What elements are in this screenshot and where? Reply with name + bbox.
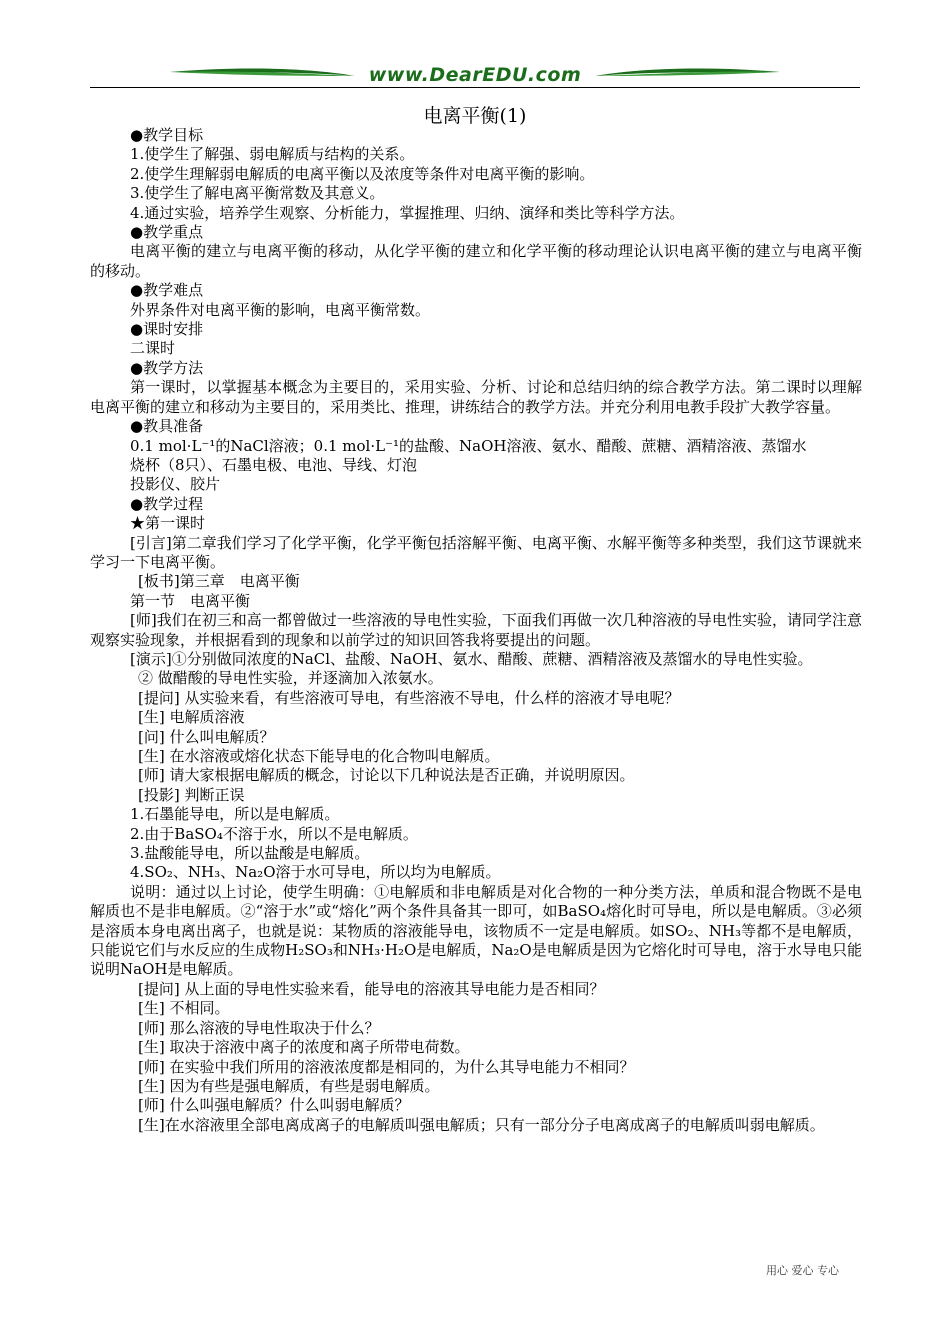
section-heading: ●教学方法: [130, 358, 204, 377]
paragraph: [生] 在水溶液或熔化状态下能导电的化合物叫电解质。: [138, 747, 500, 765]
section-heading: ●教具准备: [130, 417, 204, 436]
paragraph: [提问] 从上面的导电性实验来看，能导电的溶液其导电能力是否相同？: [138, 979, 605, 998]
section-heading: ●教学过程: [130, 494, 204, 513]
paragraph: ② 做醋酸的导电性实验，并逐滴加入浓氨水。: [138, 669, 443, 688]
site-logo-text[interactable]: www.DearEDU.com: [368, 64, 582, 86]
list-item: 3.使学生了解电离平衡常数及其意义。: [130, 184, 385, 203]
paragraph: 外界条件对电离平衡的影响，电离平衡常数。: [130, 300, 431, 319]
paragraph: [生] 取决于溶液中离子的浓度和离子所带电荷数。: [138, 1038, 470, 1057]
page-footer: 用心 爱心 专心: [766, 1264, 839, 1277]
paragraph: 烧杯（8只）、石墨电极、电池、导线、灯泡: [130, 455, 418, 474]
section-heading: ●教学目标: [130, 126, 204, 144]
paragraph: 第一节 电离平衡: [130, 591, 251, 610]
paragraph: 说明：通过以上讨论，使学生明确：①电解质和非电解质是对化合物的一种分类方法，单质和混合物既不是电解质也不是非电解质。②“溶于水”或“熔化”两个条件具备其一即可，如BaSO₄熔化时可导电，所以是电解质。③必须是溶质本身电离出离子，也就是说：某物质的溶液能导电，该物质不一定是电解质。如SO₂、NH₃等都不是电解质，只能说它们与水反应的生成物H₂SO₃和NH₃·H₂O是电解质，Na₂O是电解质是因为它熔化时可导电，溶于水导电只能说明NaOH是电解质。: [90, 882, 862, 979]
list-item: 2.由于BaSO₄不溶于水，所以不是电解质。: [130, 824, 418, 843]
paragraph: [师]我们在初三和高一都曾做过一些溶液的导电性实验，下面我们再做一次几种溶液的导电性实验，请同学注意观察实验现象，并根据看到的现象和以前学过的知识回答我将要提出的问题。: [90, 611, 862, 649]
header-rule: [90, 87, 860, 88]
section-heading: ★第一课时: [130, 514, 206, 533]
list-item: 2.使学生理解弱电解质的电离平衡以及浓度等条件对电离平衡的影响。: [130, 164, 595, 183]
paragraph: [生] 因为有些是强电解质，有些是弱电解质。: [138, 1076, 440, 1095]
paragraph: [师] 在实验中我们所用的溶液浓度都是相同的，为什么其导电能力不相同？: [138, 1057, 635, 1076]
list-item: 4.SO₂、NH₃、Na₂O溶于水可导电，所以均为电解质。: [130, 863, 501, 882]
section-heading: ●教学重点: [130, 223, 204, 242]
paragraph: 投影仪、胶片: [130, 475, 221, 494]
list-item: 3.盐酸能导电，所以盐酸是电解质。: [130, 844, 370, 863]
paragraph: [师] 那么溶液的导电性取决于什么？: [138, 1018, 380, 1037]
paragraph: [生] 不相同。: [138, 999, 230, 1018]
paragraph: [师] 什么叫强电解质？什么叫弱电解质？: [138, 1096, 410, 1115]
paragraph: [引言]第二章我们学习了化学平衡，化学平衡包括溶解平衡、电离平衡、水解平衡等多种类型，我们这节课就来学习一下电离平衡。: [90, 533, 862, 571]
list-item: 1.石墨能导电，所以是电解质。: [130, 805, 340, 824]
paragraph: 二课时: [130, 339, 176, 358]
section-heading: ●课时安排: [130, 320, 204, 339]
paragraph: [提问] 从实验来看，有些溶液可导电，有些溶液不导电，什么样的溶液才导电呢？: [138, 688, 680, 707]
paragraph: [投影] 判断正误: [138, 785, 245, 804]
paragraph: [演示]①分别做同浓度的NaCl、盐酸、NaOH、氨水、醋酸、蔗糖、酒精溶液及蒸馏水的导电性实验。: [130, 649, 813, 668]
paragraph: [生] 电解质溶液: [138, 708, 245, 727]
paragraph: [问] 什么叫电解质？: [138, 727, 275, 746]
paragraph: 0.1 mol·L⁻¹的NaCl溶液；0.1 mol·L⁻¹的盐酸、NaOH溶液、氨水、醋酸、蔗糖、酒精溶液、蒸馏水: [130, 436, 807, 455]
paragraph: 电离平衡的建立与电离平衡的移动，从化学平衡的建立和化学平衡的移动理论认识电离平衡的建立与电离平衡的移动。: [90, 242, 862, 280]
paragraph: [生]在水溶液里全部电离成离子的电解质叫强电解质；只有一部分分子电离成离子的电解质叫弱电解质。: [138, 1115, 825, 1134]
paragraph: 第一课时，以掌握基本概念为主要目的，采用实验、分析、讨论和总结归纳的综合教学方法。第二课时以理解电离平衡的建立和移动为主要目的，采用类比、推理，讲练结合的教学方法。并充分利用电教手段扩大教学容量。: [90, 378, 862, 416]
section-heading: ●教学难点: [130, 281, 204, 300]
paragraph: [师] 请大家根据电解质的概念，讨论以下几种说法是否正确，并说明原因。: [138, 766, 635, 785]
document-title: 电离平衡(1): [423, 105, 527, 127]
list-item: 4.通过实验，培养学生观察、分析能力，掌握推理、归纳、演绎和类比等科学方法。: [130, 203, 685, 222]
document-body: [90, 126, 862, 1135]
list-item: 1.使学生了解强、弱电解质与结构的关系。: [130, 145, 415, 164]
paragraph: [板书]第三章 电离平衡: [138, 572, 300, 591]
